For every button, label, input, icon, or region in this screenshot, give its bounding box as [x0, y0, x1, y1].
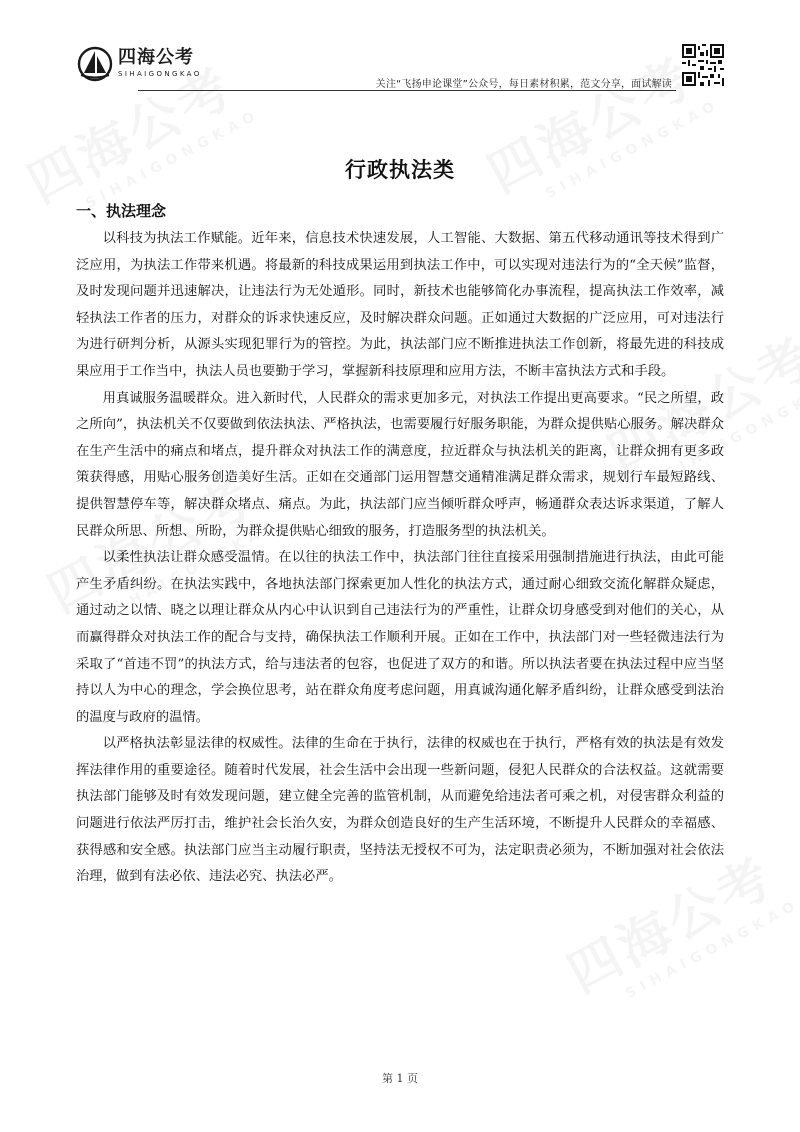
watermark-subtext: [623, 896, 800, 1002]
page-header: [76, 46, 724, 102]
qr-code-icon: [682, 44, 724, 86]
paragraph: 用真诚服务温暖群众。进入新时代，人民群众的需求更加多元，对执法工作提出更高要求。“民之所望，政之所向”，执法机关不仅要做到依法执法、严格执法，也需要履行好服务职能，为群众提供贴心服务。解决群众在生产生活中的痛点和堵点，提升群众对执法工作的满意度，拉近群众与执法机关的距离，让群众拥有更多政策获得感，用贴心服务创造美好生活。正如在交通部门运用智慧交通精准满足群众需求，规划行车最短路线、提供智慧停车等，解决群众堵点、痛点。为此，执法部门应当倾听群众呼声，畅通群众表达诉求渠道，了解人民群众所思、所想、所盼，为群众提供贴心细致的服务，打造服务型的执法机关。: [76, 390, 724, 539]
sail-logo-icon: [76, 46, 114, 82]
section-heading: 一、执法理念: [76, 202, 167, 220]
page-title: 行政执法类: [345, 157, 455, 182]
brand-logo: [76, 46, 202, 82]
header-note: 关注“飞扬申论课堂”公众号，每日素材积累，范文分享，面试解读: [375, 79, 672, 90]
brand-name-en: SIHAIGONGKAO: [118, 70, 202, 78]
page-number: 第 1 页: [382, 1072, 418, 1085]
watermark-subtext: [543, 96, 723, 202]
brand-name-cn: 四海公考: [118, 47, 194, 68]
paragraph: 以科技为执法工作赋能。近年来，信息技术快速发展，人工智能、大数据、第五代移动通讯等技术得到广泛应用，为执法工作带来机遇。将最新的科技成果运用到执法工作中，可以实现对违法行为的“全天候”监督，及时发现问题并迅速解决，让违法行为无处遁形。同时，新技术也能够简化办事流程，提高执法工作效率，减轻执法工作者的压力，对群众的诉求快速反应，及时解决群众问题。正如通过大数据的广泛应用，可对违法行为进行研判分析，从源头实现犯罪行为的管控。为此，执法部门应不断推进执法工作创新，将最先进的科技成果应用于工作当中，执法人员也要勤于学习，掌握新科技原理和应用方法，不断丰富执法方式和手段。: [76, 231, 724, 379]
brand-wordmark: [118, 46, 202, 78]
header-divider: [138, 90, 676, 91]
document-body: [76, 226, 724, 891]
paragraph: 以严格执法彰显法律的权威性。法律的生命在于执行，法律的权威也在于执行，严格有效的执法是有效发挥法律作用的重要途径。随着时代发展，社会生活中会出现一些新问题，侵犯人民群众的合法权益。这就需要执法部门能够及时有效发现问题，建立健全完善的监管机制，从而避免给违法者可乘之机，对侵害群众利益的问题进行依法严厉打击，维护社会长治久安，为群众创造良好的生产生活环境，不断提升人民群众的幸福感、获得感和安全感。执法部门应当主动履行职责，坚持法无授权不可为，法定职责必须为，不断加强对社会依法治理，做到有法必依、违法必究、执法必严。: [76, 736, 724, 885]
paragraph: 以柔性执法让群众感受温情。在以往的执法工作中，执法部门往往直接采用强制措施进行执法，由此可能产生矛盾纠纷。在执法实践中，各地执法部门探索更加人性化的执法方式，通过耐心细致交流化解群众疑虑，通过动之以情、晓之以理让群众从内心中认识到自己违法行为的严重性，让群众切身感受到对他们的关心，从而赢得群众对执法工作的配合与支持，确保执法工作顺利开展。正如在工作中，执法部门对一些轻微违法行为采取了“首违不罚”的执法方式，给与违法者的包容，也促进了双方的和谐。所以执法者要在执法过程中应当坚持以人为中心的理念，学会换位思考，站在群众角度考虑问题，用真诚沟通化解矛盾纠纷，让群众感受到法治的温度与政府的温情。: [76, 550, 724, 725]
